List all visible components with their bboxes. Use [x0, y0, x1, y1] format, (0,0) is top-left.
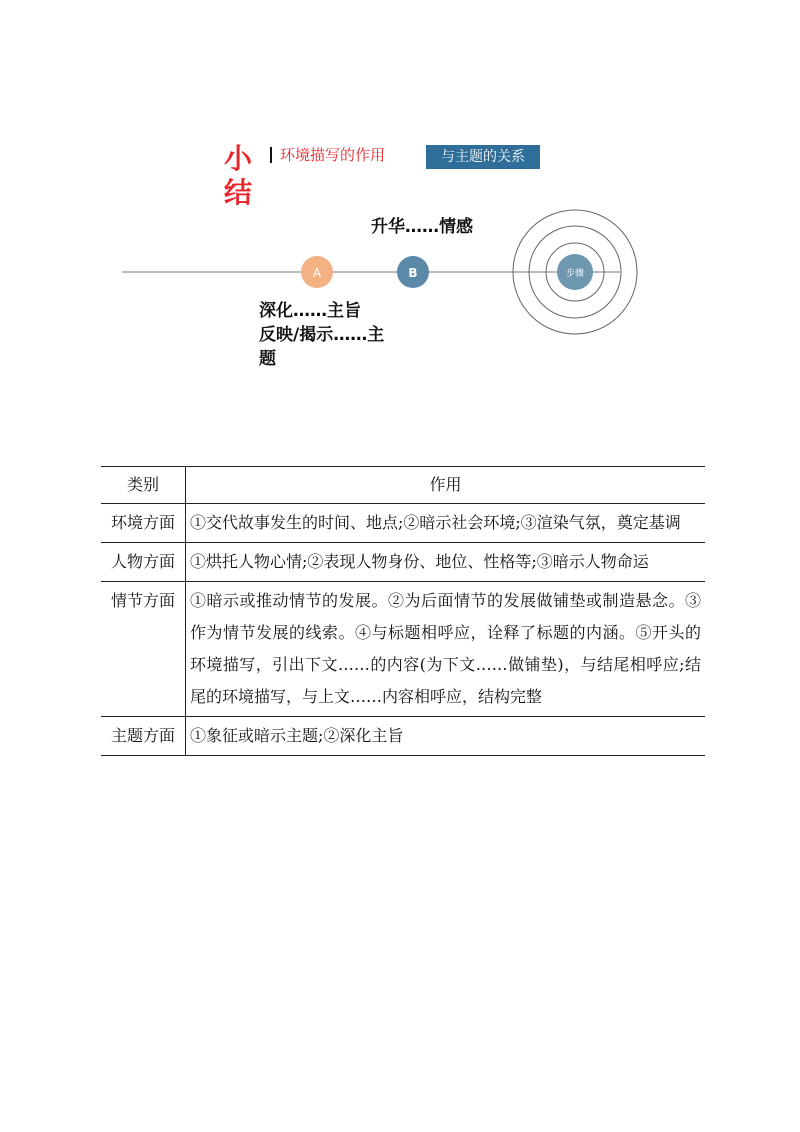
table-row — [101, 504, 705, 543]
summary-diagram — [0, 0, 800, 420]
row-effect: ①象征或暗示主题;②深化主旨 — [186, 717, 706, 756]
row-effect: ①暗示或推动情节的发展。②为后面情节的发展做铺垫或制造悬念。③作为情节发展的线索。④与标题相呼应，诠释了标题的内涵。⑤开头的环境描写，引出下文……的内容(为下文……做铺垫)，与结尾相呼应;结尾的环境描写，与上文……内容相呼应，结构完整 — [186, 582, 706, 717]
label-sublimate: 升华……情感 — [371, 217, 473, 237]
row-category: 主题方面 — [101, 717, 186, 756]
function-table — [101, 466, 705, 756]
summary-title-char-1: 小 — [223, 142, 252, 175]
header-category: 类别 — [101, 467, 186, 504]
subtitle: 环境描写的作用 — [280, 146, 386, 164]
relation-badge: 与主题的关系 — [426, 145, 540, 169]
table-row — [101, 582, 705, 717]
label-deepen-line-1: 深化……主旨 — [259, 301, 361, 321]
center-node-label: 步骤 — [565, 269, 585, 279]
table-header-row — [101, 467, 705, 504]
header-effect: 作用 — [186, 467, 706, 504]
table-row — [101, 717, 705, 756]
row-category: 情节方面 — [101, 582, 186, 717]
label-deepen-line-3: 题 — [259, 349, 276, 369]
row-category: 人物方面 — [101, 543, 186, 582]
row-category: 环境方面 — [101, 504, 186, 543]
summary-title-char-2: 结 — [223, 176, 252, 209]
node-b-label: B — [408, 266, 418, 280]
table-row — [101, 543, 705, 582]
row-effect: ①烘托人物心情;②表现人物身份、地位、性格等;③暗示人物命运 — [186, 543, 706, 582]
row-effect: ①交代故事发生的时间、地点;②暗示社会环境;③渲染气氛，奠定基调 — [186, 504, 706, 543]
label-deepen-line-2: 反映/揭示……主 — [259, 325, 385, 345]
node-a-label: A — [312, 266, 322, 280]
